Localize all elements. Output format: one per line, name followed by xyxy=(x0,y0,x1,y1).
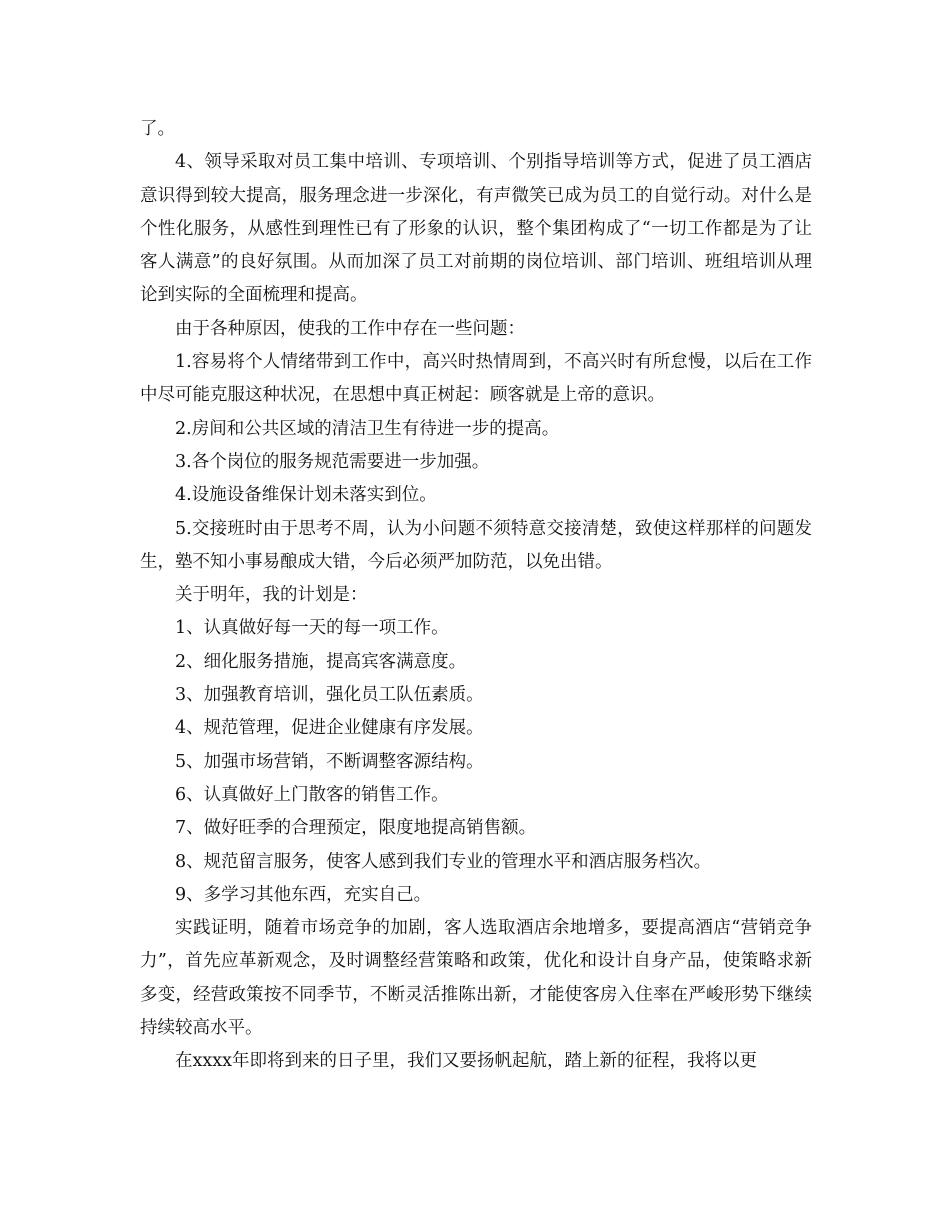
list-item: 2、细化服务措施，提高宾客满意度。 xyxy=(175,651,467,672)
paragraph: 关于明年，我的计划是： xyxy=(175,585,368,606)
list-item: 1.容易将个人情绪带到工作中，高兴时热情周到，不高兴时有所怠慢，以后在工作中尽可能克服这种状况，在思想中真正树起：顾客就是上帝的意识。 xyxy=(140,352,812,406)
list-item: 9、多学习其他东西，充实自己。 xyxy=(175,884,432,905)
paragraph: 由于各种原因，使我的工作中存在一些问题： xyxy=(175,318,525,339)
list-item: 6、认真做好上门散客的销售工作。 xyxy=(175,784,449,805)
paragraph: 4、领导采取对员工集中培训、专项培训、个别指导培训等方式，促进了员工酒店意识得到较大提高，服务理念进一步深化，有声微笑已成为员工的自觉行动。对什么是个性化服务，从感性到理性已有了形象的认识，整个集团构成了“一切工作都是为了让客人满意”的良好氛围。从而加深了员工对前期的岗位培训、部门培训、班组培训从理论到实际的全面梳理和提高。 xyxy=(140,152,812,306)
paragraph: 在xxxx年即将到来的日子里，我们又要扬帆起航，踏上新的征程，我将以更 xyxy=(175,1051,757,1072)
list-item: 1、认真做好每一天的每一项工作。 xyxy=(175,618,449,639)
list-item: 5.交接班时由于思考不周，认为小问题不须特意交接清楚，致使这样那样的问题发生，塾不知小事易酿成大错，今后必须严加防范，以免出错。 xyxy=(140,518,812,572)
list-item: 5、加强市场营销，不断调整客源结构。 xyxy=(175,751,484,772)
list-item: 3、加强教育培训，强化员工队伍素质。 xyxy=(175,685,484,706)
paragraph: 了。 xyxy=(140,119,175,139)
list-item: 4、规范管理，促进企业健康有序发展。 xyxy=(175,718,484,739)
list-item: 4.设施设备维保计划未落实到位。 xyxy=(175,485,437,506)
list-item: 3.各个岗位的服务规范需要进一步加强。 xyxy=(175,451,490,472)
list-item: 8、规范留言服务，使客人感到我们专业的管理水平和酒店服务档次。 xyxy=(175,851,712,872)
list-item: 2.房间和公共区域的清洁卫生有待进一步的提高。 xyxy=(175,418,560,439)
list-item: 7、做好旺季的合理预定，限度地提高销售额。 xyxy=(175,818,537,839)
paragraph: 实践证明，随着市场竞争的加剧，客人选取酒店余地增多，要提高酒店“营销竞争力”，首先应革新观念，及时调整经营策略和政策，优化和设计自身产品，使策略求新多变，经营政策按不同季节，不断灵活推陈出新，才能使客房入住率在严峻形势下继续持续较高水平。 xyxy=(140,918,812,1039)
document-body xyxy=(140,113,812,1079)
